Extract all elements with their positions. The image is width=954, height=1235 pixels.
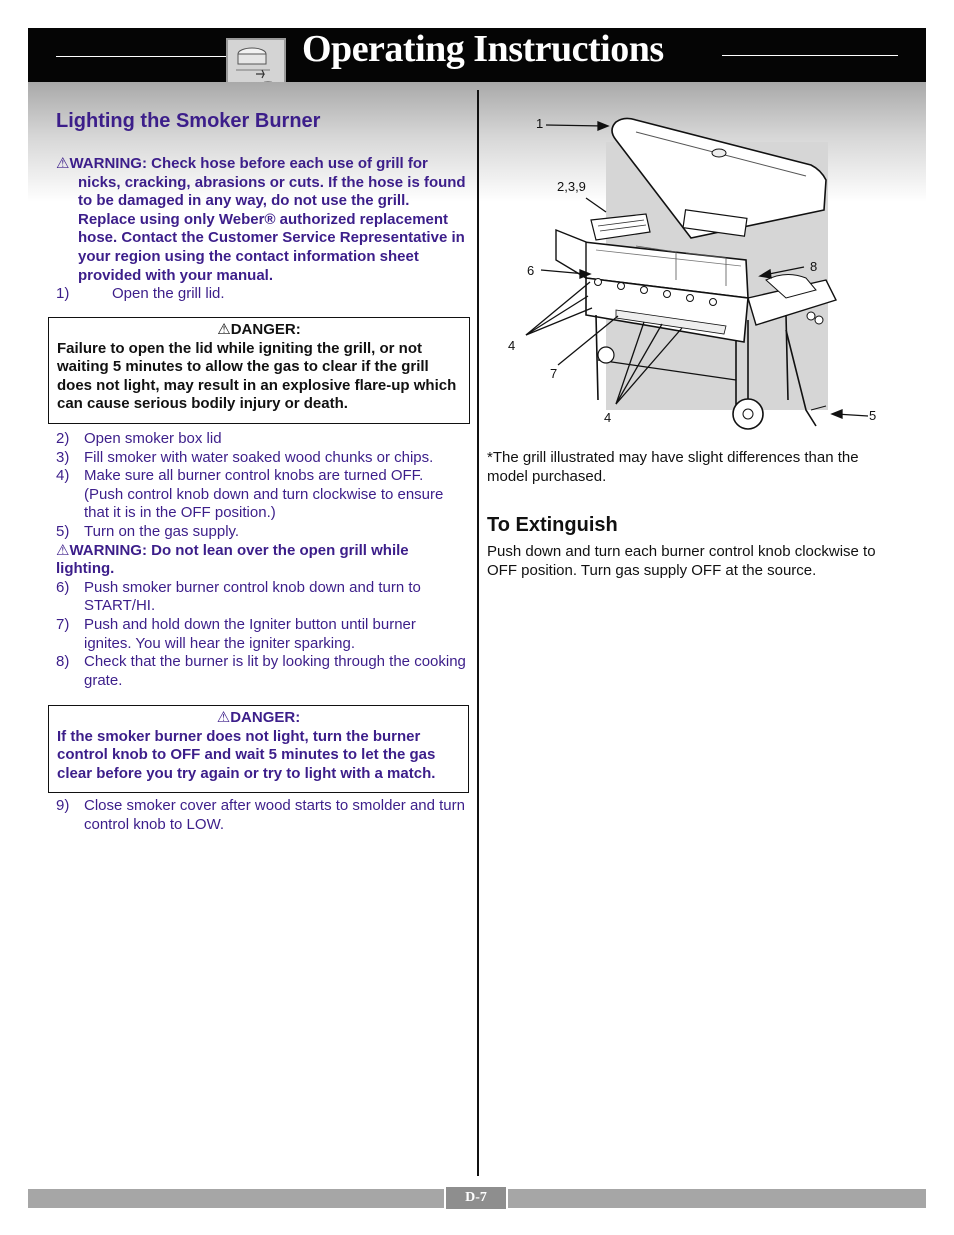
callout-label: 4 — [604, 410, 612, 425]
warning-triangle-icon: ⚠ — [56, 155, 70, 172]
step-number: 6) — [56, 578, 70, 596]
warning-lean-text: WARNING: Do not lean over the open grill while lighting. — [56, 541, 409, 578]
extinguish-heading: To Extinguish — [487, 514, 618, 536]
step-7 — [56, 616, 466, 653]
warning-lean — [56, 542, 466, 579]
callout-label: 2,3,9 — [557, 179, 586, 194]
step-text: Open the grill lid. — [112, 285, 225, 303]
step-text: Turn on the gas supply. — [84, 522, 240, 540]
header-rule-right — [722, 55, 898, 56]
warning-hose — [56, 155, 470, 285]
warning-triangle-icon: ⚠ — [217, 321, 231, 338]
step-6 — [56, 579, 466, 616]
step-3 — [56, 449, 466, 468]
step-1 — [56, 285, 470, 304]
step-4 — [56, 467, 466, 523]
column-divider — [477, 90, 479, 1176]
step-number: 9) — [56, 797, 70, 814]
extinguish-text: Push down and turn each burner control knob clockwise to OFF position. Turn gas supply OFF at the source. — [487, 543, 876, 579]
danger-text: If the smoker burner does not light, turn the burner control knob to OFF and wait 5 minutes to let the gas clear before you try again or try to light with a match. — [57, 727, 436, 782]
section-heading: Lighting the Smoker Burner — [56, 110, 321, 132]
left-column — [56, 110, 470, 304]
danger-box-smoker — [48, 705, 469, 793]
step-number: 8) — [56, 653, 70, 671]
callout-label: 1 — [536, 116, 544, 131]
warning-hose-text: WARNING: Check hose before each use of grill for nicks, cracking, abrasions or cuts. If the hose is found to be damaged in any way, do not use the grill. Replace using only Weber® authorized replacement hose. Contact the Customer Service Representative in your region using the contact information sheet provided with your manual. — [69, 155, 466, 284]
step-text: Close smoker cover after wood starts to smolder and turn control knob to LOW. — [84, 797, 465, 833]
step-text: Push and hold down the Igniter button until burner ignites. You will hear the igniter sparking. — [84, 615, 416, 652]
step-number: 1) — [56, 285, 70, 303]
danger-title: DANGER: — [230, 709, 301, 726]
step-9 — [56, 797, 466, 834]
page-number: D-7 — [444, 1187, 508, 1209]
header-rule-left — [56, 56, 228, 57]
step-text: Open smoker box lid — [84, 430, 222, 447]
step-text: Check that the burner is lit by looking through the cooking grate. — [84, 653, 466, 689]
grill-illustration — [486, 110, 906, 440]
page-title: Operating Instructions — [302, 28, 664, 70]
callout-label: 7 — [550, 366, 558, 381]
step-number: 3) — [56, 448, 70, 466]
callout-label: 6 — [527, 263, 535, 278]
warning-triangle-icon: ⚠ — [216, 709, 231, 726]
callout-label: 8 — [810, 259, 818, 274]
step-number: 4) — [56, 467, 70, 485]
step-2 — [56, 430, 466, 449]
steps-group-a — [56, 430, 466, 690]
warning-triangle-icon: ⚠ — [56, 541, 70, 559]
step-number: 5) — [56, 522, 70, 540]
step-number: 7) — [56, 615, 70, 633]
steps-group-c — [56, 797, 466, 834]
step-text: Push smoker burner control knob down and turn to START/HI. — [84, 578, 421, 615]
callout-label: 5 — [869, 408, 877, 423]
step-5 — [56, 523, 466, 542]
danger-box-lid — [48, 317, 470, 424]
danger-text: Failure to open the lid while igniting the grill, or not waiting 5 minutes to allow the gas to clear if the grill does not light, may result in an explosive flare-up which can cause serious bodily injury or death. — [57, 339, 457, 413]
callout-label: 4 — [508, 338, 516, 353]
step-number: 2) — [56, 430, 70, 447]
illustration-note: *The grill illustrated may have slight differences than the model purchased. — [487, 449, 859, 485]
step-8 — [56, 653, 466, 690]
step-text: Make sure all burner control knobs are turned OFF. (Push control knob down and turn clockwise to ensure that it is in the OFF position.) — [84, 467, 444, 522]
danger-title: DANGER: — [230, 321, 301, 338]
step-text: Fill smoker with water soaked wood chunks or chips. — [84, 448, 434, 466]
